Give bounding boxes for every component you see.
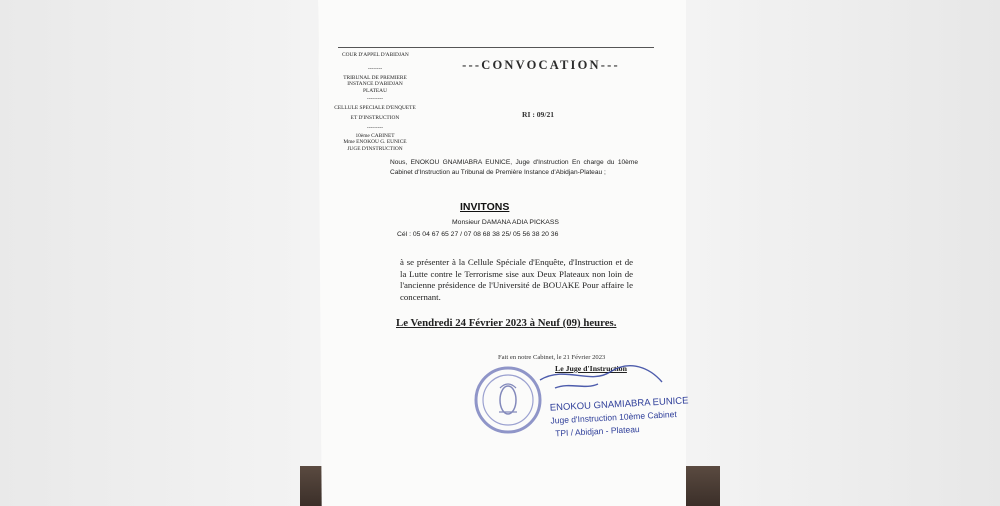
court-line: 10ème CABINET xyxy=(355,133,395,139)
signer-title: Le Juge d'Instruction xyxy=(555,364,627,373)
court-line: CELLULE SPECIALE D'ENQUETE xyxy=(334,105,416,111)
intro-paragraph: Nous, ENOKOU GNAMIABRA EUNICE, Juge d'Instruction En charge du 10ème Cabinet d'Instruction au Tribunal de Première Instance d'Abidjan-Plateau ; xyxy=(390,159,638,176)
signature-icon xyxy=(540,366,662,388)
invitons-heading: INVITONS xyxy=(460,201,510,213)
appointment-date: Le Vendredi 24 Février 2023 à Neuf (09) heures. xyxy=(396,317,617,329)
court-line: COUR D'APPEL D'ABIDJAN xyxy=(342,52,409,58)
round-seal-icon xyxy=(476,368,540,432)
official-stamp xyxy=(470,360,689,450)
court-line: INSTANCE D'ABIDJAN xyxy=(347,81,403,87)
separator: --------- xyxy=(366,96,384,102)
header-rule xyxy=(338,47,654,48)
stamp-line: ENOKOU GNAMIABRA EUNICE xyxy=(549,395,689,414)
stamp-line: Juge d'Instruction 10ème Cabinet xyxy=(550,408,677,426)
recipient-phone: Cél : 05 04 67 65 27 / 07 08 68 38 25/ 05 56 38 20 36 xyxy=(397,231,559,238)
court-line: JUGE D'INSTRUCTION xyxy=(347,146,403,152)
recipient-name: Monsieur DAMANA ADIA PICKASS xyxy=(452,219,559,226)
separator: --------- xyxy=(366,125,384,131)
separator: -------- xyxy=(367,66,383,72)
document-title: ---CONVOCATION--- xyxy=(462,58,620,72)
reference-number: RI : 09/21 xyxy=(522,110,555,119)
court-line: ET D'INSTRUCTION xyxy=(350,115,400,121)
place-date: Fait en notre Cabinet, le 21 Février 2023 xyxy=(498,354,606,361)
stamp-line: TPI / Abidjan - Plateau xyxy=(554,423,640,439)
court-line: TRIBUNAL DE PREMIERE xyxy=(343,75,407,81)
court-line: PLATEAU xyxy=(363,88,387,94)
purpose-paragraph: à se présenter à la Cellule Spéciale d'Enquête, d'Instruction et de la Lutte contre le Terrorisme sise aux Deux Plateaux non loin de l'ancienne présidence de l'Université de BOUAKE Pour affaire le concernant. xyxy=(400,257,633,302)
court-line: Mme ENOKOU G. EUNICE xyxy=(343,139,407,145)
